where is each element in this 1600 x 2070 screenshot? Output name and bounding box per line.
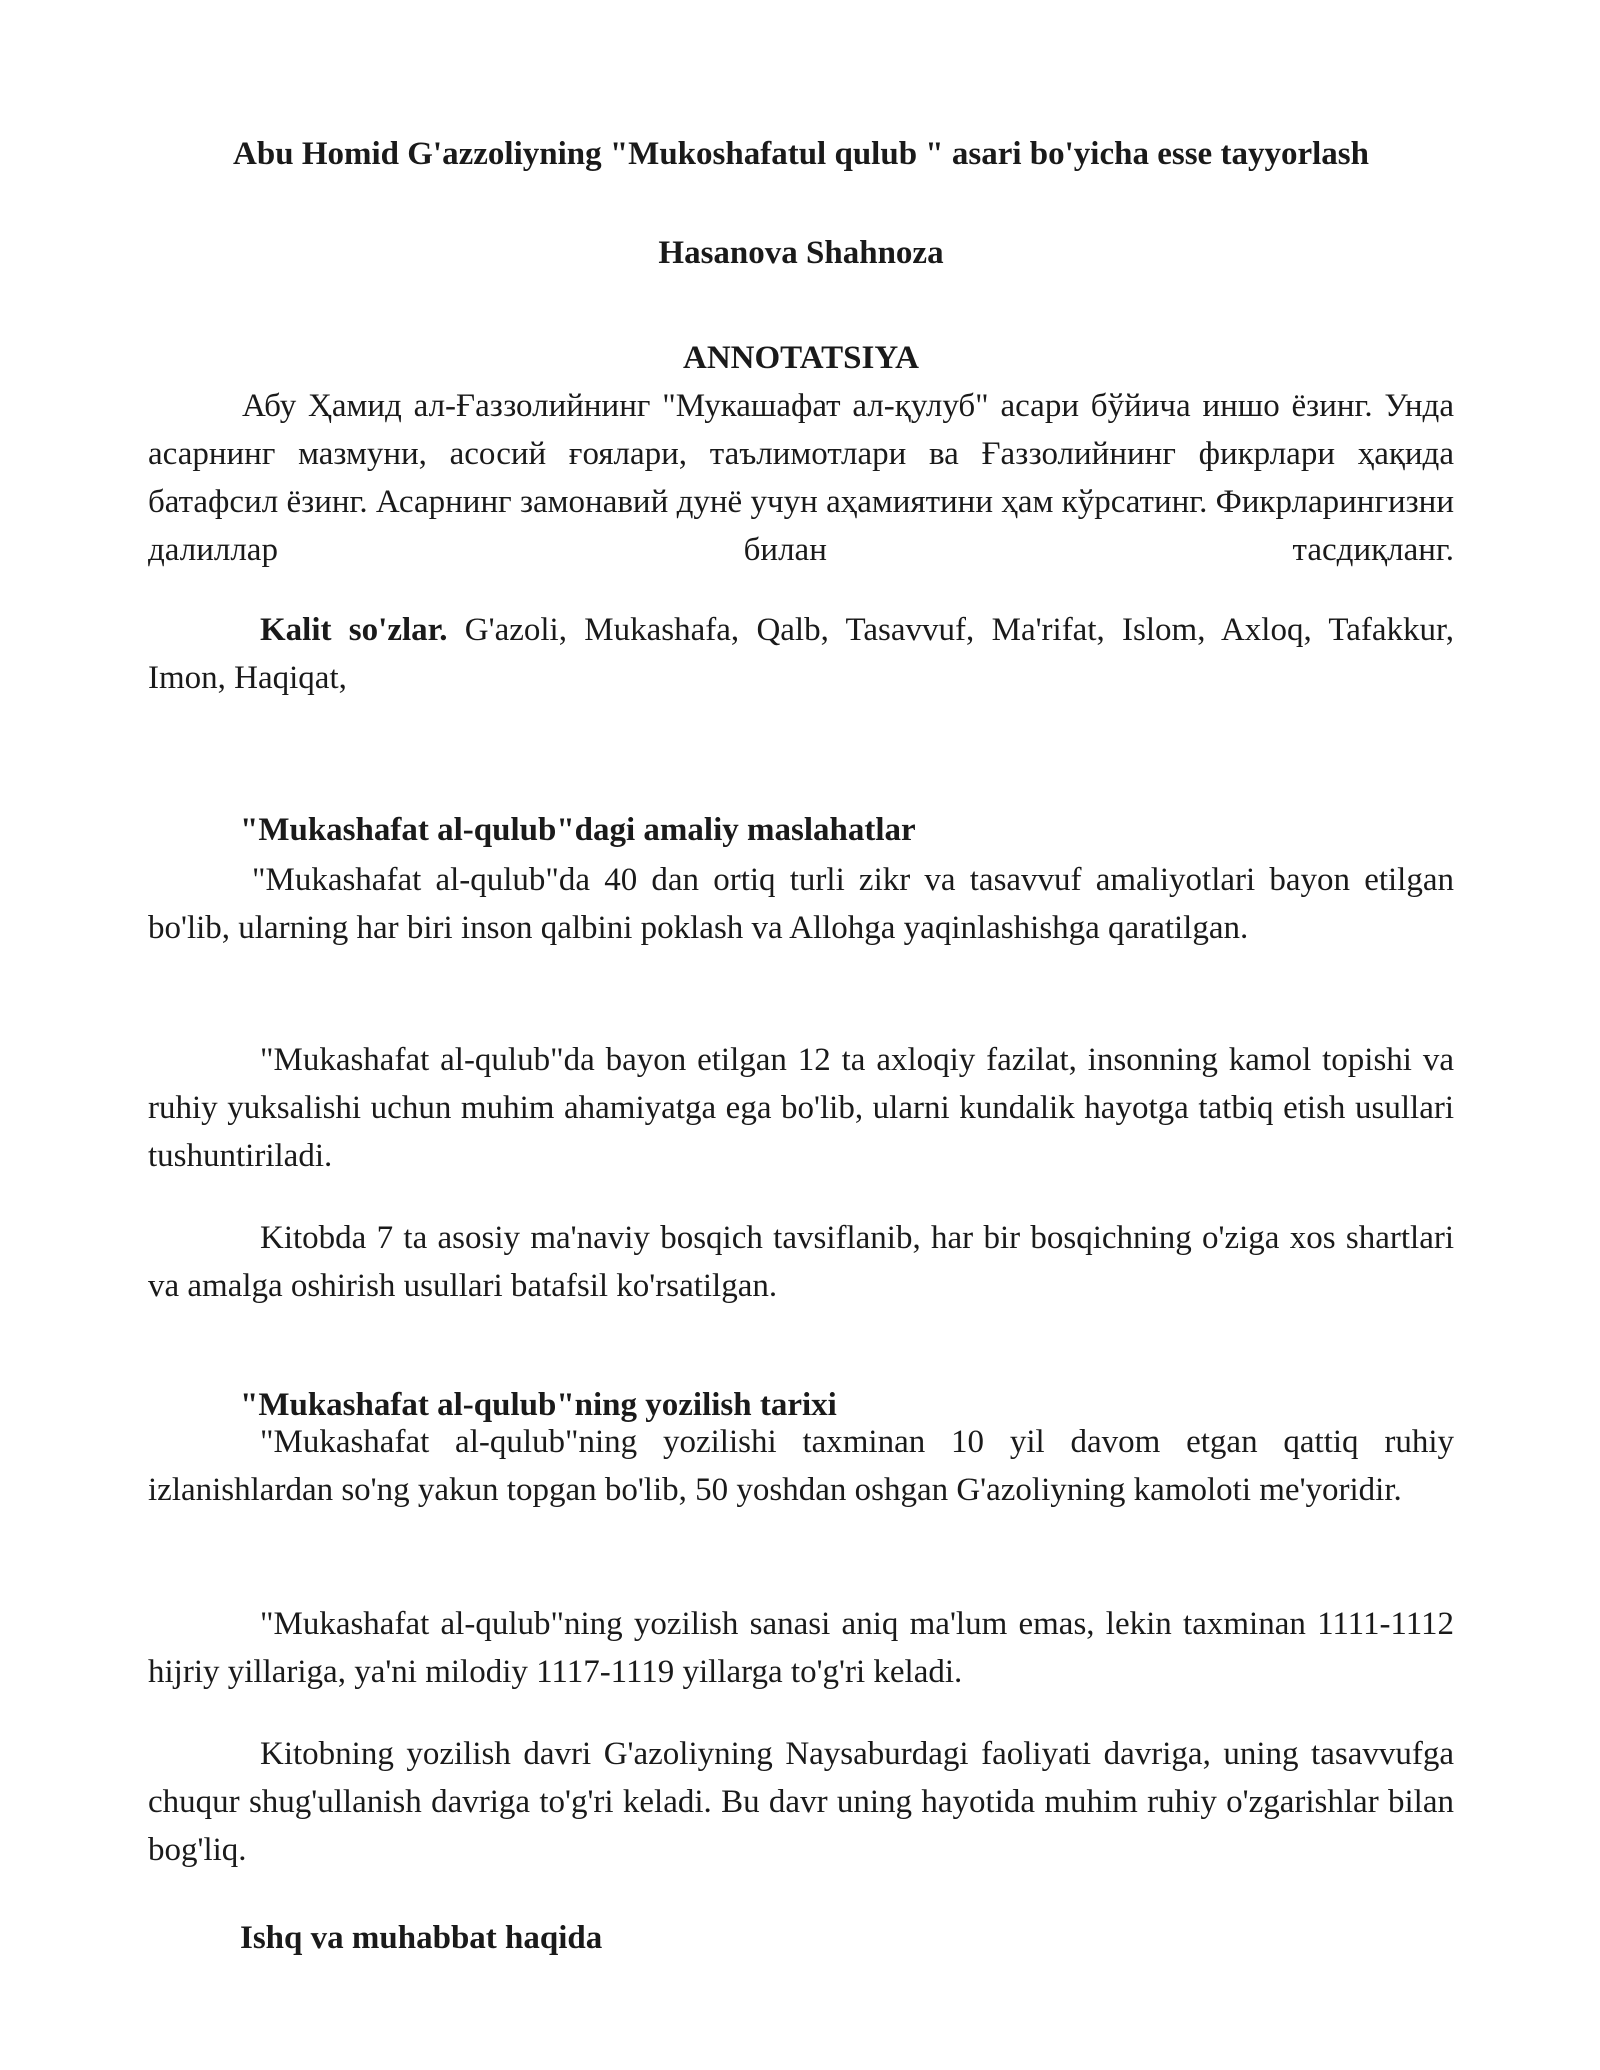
document-title: Abu Homid G'azzoliyning "Mukoshafatul qulub " asari bo'yicha esse tayyorlash (233, 136, 1369, 172)
section-paragraph: "Mukashafat al-qulub"ning yozilishi taxminan 10 yil davom etgan qattiq ruhiy izlanishlardan so'ng yakun topgan bo'lib, 50 yoshdan oshgan G'azoliyning kamoloti me'yoridir. (148, 1424, 1454, 1508)
section-heading-love: Ishq va muhabbat haqida (240, 1920, 603, 1956)
keywords-list: G'azoli, Mukashafa, Qalb, Tasavvuf, Ma'rifat, Islom, Axloq, Tafakkur, Imon, Haqiqat, (148, 612, 1454, 696)
section-heading-practical-advice: "Mukashafat al-qulub"dagi amaliy maslahatlar (240, 812, 916, 848)
keywords-label: Kalit so'zlar. (260, 612, 448, 648)
keywords-paragraph (148, 606, 1454, 702)
section-paragraph: "Mukashafat al-qulub"da bayon etilgan 12 ta axloqiy fazilat, insonning kamol topishi va ruhiy yuksalishi uchun muhim ahamiyatga ega bo'lib, ularni kundalik hayotga tatbiq etish usullari tushuntiriladi. (148, 1042, 1454, 1174)
section-paragraph: "Mukashafat al-qulub"ning yozilish sanasi aniq ma'lum emas, lekin taxminan 1111-1112 hijriy yillariga, ya'ni milodiy 1117-1119 yillarga to'g'ri keladi. (148, 1606, 1454, 1690)
section-paragraph: "Mukashafat al-qulub"da 40 dan ortiq turli zikr va tasavvuf amaliyotlari bayon etilgan bo'lib, ularning har biri inson qalbini poklash va Allohga yaqinlashishga qaratilgan. (148, 862, 1454, 946)
section-paragraph: Kitobning yozilish davri G'azoliyning Naysaburdagi faoliyati davriga, uning tasavvufga chuqur shug'ullanish davriga to'g'ri keladi. Bu davr uning hayotida muhim ruhiy o'zgarishlar bilan bog'liq. (148, 1736, 1454, 1868)
annotation-heading: ANNOTATSIYA (683, 340, 919, 376)
section-paragraph: Kitobda 7 ta asosiy ma'naviy bosqich tavsiflanib, har bir bosqichning o'ziga xos shartlari va amalga oshirish usullari batafsil ko'rsatilgan. (148, 1220, 1454, 1304)
section-heading-writing-history: "Mukashafat al-qulub"ning yozilish tarixi (240, 1387, 837, 1423)
author-name: Hasanova Shahnoza (658, 235, 944, 271)
annotation-paragraph: Абу Ҳамид ал-Ғаззолийнинг "Мукашафат ал-қулуб" асари бўйича иншо ёзинг. Унда асарнинг мазмуни, асосий ғоялари, таълимотлари ва Ғаззолийнинг фикрлари ҳақида батафсил ёзинг. Асарнинг замонавий дунё учун аҳамиятини ҳам кўрсатинг. Фикрларингизни далиллар билан тасдиқланг. (148, 388, 1454, 568)
